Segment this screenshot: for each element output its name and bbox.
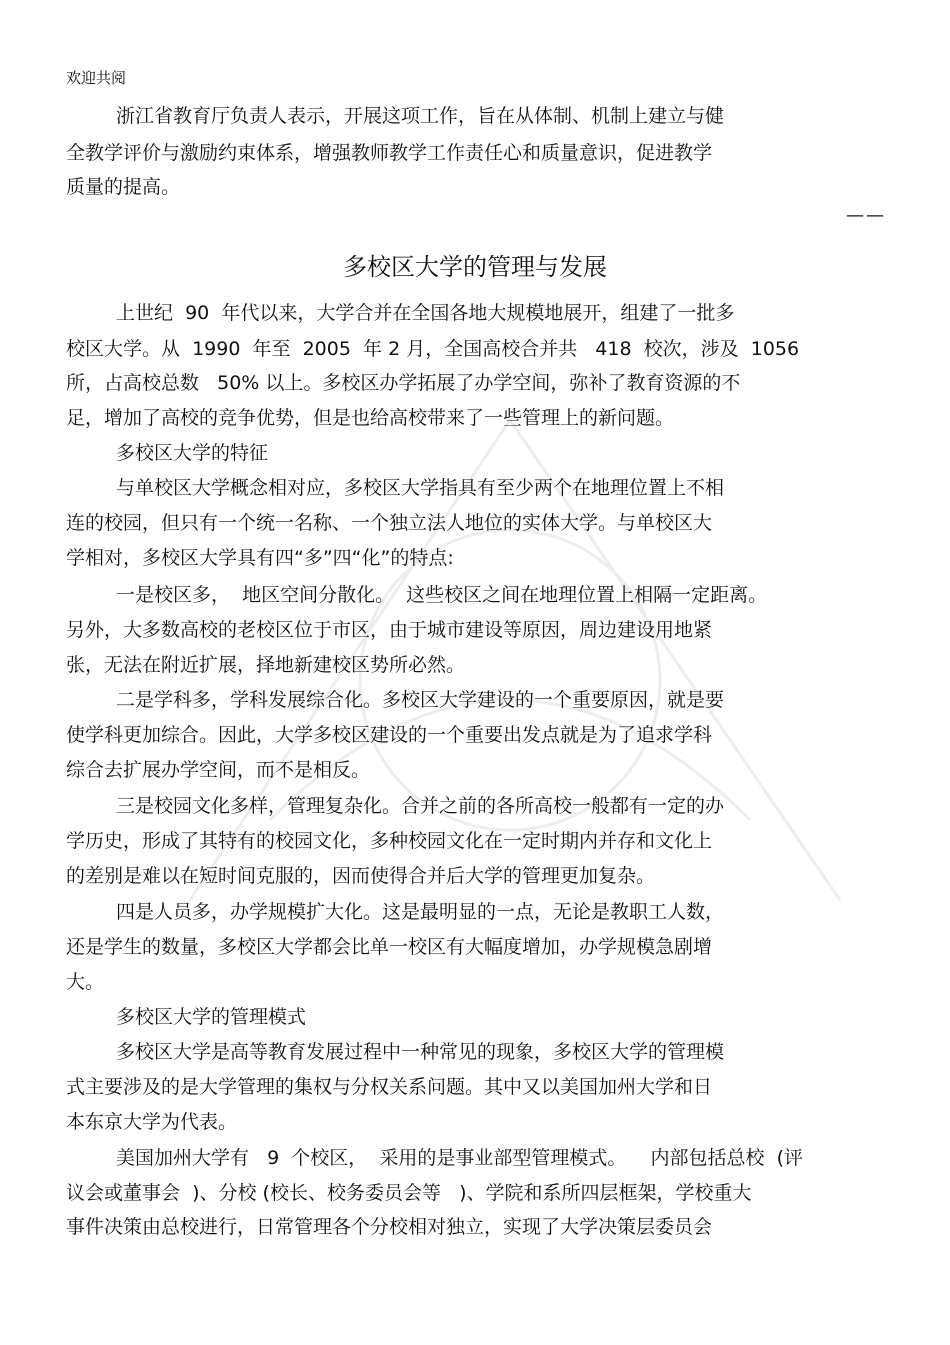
paragraph-line: 所，占高校总数 50% 以上。多校区办学拓展了办学空间，弥补了教育资源的不	[66, 372, 741, 394]
paragraph-line: 校区大学。从 1990 年至 2005 年 2 月，全国高校合并共 418 校次，涉及 1056	[66, 338, 800, 360]
section-heading-management-model: 多校区大学的管理模式	[116, 1006, 307, 1028]
paragraph-line: 全教学评价与激励约束体系，增强教师教学工作责任心和质量意识，促进教学	[66, 142, 713, 164]
paragraph-line: 学历史，形成了其特有的校园文化，多种校园文化在一定时期内并存和文化上	[66, 830, 713, 852]
section-heading-features: 多校区大学的特征	[116, 442, 269, 464]
paragraph-line: 还是学生的数量，多校区大学都会比单一校区有大幅度增加，办学规模急剧增	[66, 936, 713, 958]
paragraph-line: 本东京大学为代表。	[66, 1111, 238, 1133]
paragraph-line: 连的校园，但只有一个统一名称、一个独立法人地位的实体大学。与单校区大	[66, 512, 713, 534]
paragraph-line: 事件决策由总校进行，日常管理各个分校相对独立，实现了大学决策层委员会	[66, 1216, 713, 1238]
paragraph-line: 综合去扩展办学空间，而不是相反。	[66, 759, 371, 781]
paragraph-line: 使学科更加综合。因此，大学多校区建设的一个重要出发点就是为了追求学科	[66, 724, 713, 746]
paragraph-line: 的差别是难以在短时间克服的，因而使得合并后大学的管理更加复杂。	[66, 865, 656, 887]
article-title: 多校区大学的管理与发展	[343, 253, 607, 281]
paragraph-line: 张，无法在附近扩展，择地新建校区势所必然。	[66, 654, 466, 676]
header-note: 欢迎共阅	[66, 69, 127, 87]
paragraph-line: 美国加州大学有 9 个校区， 采用的是事业部型管理模式。 内部包括总校 (评	[116, 1147, 804, 1169]
paragraph-line: 议会或董事会 )、分校 (校长、校务委员会等 )、学院和系所四层框架，学校重大	[66, 1182, 752, 1204]
paragraph-line: 足，增加了高校的竞争优势，但是也给高校带来了一些管理上的新问题。	[66, 407, 675, 429]
dash-separator: ——	[846, 205, 886, 226]
paragraph-line: 三是校园文化多样，管理复杂化。合并之前的各所高校一般都有一定的办	[116, 795, 725, 817]
paragraph-line: 浙江省教育厅负责人表示，开展这项工作，旨在从体制、机制上建立与健	[116, 105, 725, 127]
paragraph-line: 学相对，多校区大学具有四“多”四“化”的特点:	[66, 547, 454, 569]
paragraph-line: 质量的提高。	[66, 176, 181, 198]
paragraph-line: 四是人员多，办学规模扩大化。这是最明显的一点，无论是教职工人数，	[116, 901, 725, 923]
paragraph-line: 一是校区多， 地区空间分散化。 这些校区之间在地理位置上相隔一定距离。	[116, 584, 768, 606]
paragraph-line: 二是学科多，学科发展综合化。多校区大学建设的一个重要原因，就是要	[116, 689, 725, 711]
watermark-circle	[360, 530, 660, 830]
paragraph-line: 多校区大学是高等教育发展过程中一种常见的现象，多校区大学的管理模	[116, 1041, 725, 1063]
paragraph-line: 上世纪 90 年代以来，大学合并在全国各地大规模地展开，组建了一批多	[116, 302, 735, 324]
paragraph-line: 式主要涉及的是大学管理的集权与分权关系问题。其中又以美国加州大学和日	[66, 1076, 713, 1098]
paragraph-line: 另外，大多数高校的老校区位于市区，由于城市建设等原因，周边建设用地紧	[66, 619, 713, 641]
paragraph-line: 与单校区大学概念相对应，多校区大学指具有至少两个在地理位置上不相	[116, 477, 725, 499]
paragraph-line: 大。	[66, 971, 105, 993]
